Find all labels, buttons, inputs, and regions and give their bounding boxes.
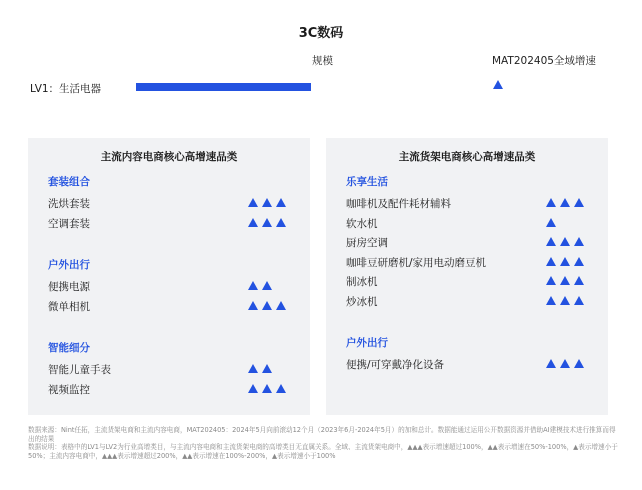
category-row <box>346 216 588 234</box>
growth-indicator <box>248 198 286 207</box>
category-label: 制冰机 <box>346 276 378 288</box>
lv1-category-label: LV1：生活电器 <box>30 83 102 95</box>
column-header-mat-growth: MAT202405全域增速 <box>492 55 596 67</box>
growth-indicator <box>546 359 584 368</box>
category-row <box>48 216 290 234</box>
growth-triangle-icon <box>262 364 272 373</box>
category-row <box>346 294 588 312</box>
growth-indicator <box>546 276 584 285</box>
category-label: 咖啡机及配件耗材辅料 <box>346 198 451 210</box>
growth-triangle-icon <box>574 257 584 266</box>
growth-triangle-icon <box>574 198 584 207</box>
growth-indicator <box>546 257 584 266</box>
category-row <box>48 279 290 297</box>
growth-triangle-icon <box>276 384 286 393</box>
growth-triangle-icon <box>574 276 584 285</box>
growth-triangle-icon <box>262 384 272 393</box>
group-title: 户外出行 <box>346 337 388 349</box>
category-label: 空调套装 <box>48 217 90 230</box>
group-title: 智能细分 <box>48 342 90 354</box>
growth-indicator <box>248 384 286 393</box>
growth-triangle-icon <box>262 301 272 310</box>
growth-triangle-icon <box>546 237 556 246</box>
growth-triangle-icon <box>262 218 272 227</box>
group-title: 户外出行 <box>48 259 90 271</box>
growth-triangle-icon <box>248 218 258 227</box>
growth-triangle-icon <box>546 296 556 305</box>
content-ecommerce-panel <box>28 138 310 415</box>
footnote-explanation: 数据说明：表格中的LV1与LV2为行业高增类目，与主流内容电商和主流货架电商的高增类目无直属关系。全域、主流货架电商中，▲▲▲表示增速超过100%，▲▲表示增速在50%-100%，▲表示增速小于50%；主流内容电商中，▲▲▲表示增速超过200%，▲▲表示增速在100%-200%，▲表示增速小于100% <box>28 443 618 460</box>
growth-indicator <box>248 218 286 227</box>
category-row <box>48 362 290 380</box>
category-row <box>346 274 588 292</box>
growth-triangle-icon <box>546 198 556 207</box>
growth-triangle-icon <box>546 276 556 285</box>
category-label: 便携/可穿戴净化设备 <box>346 359 445 371</box>
category-row <box>48 299 290 317</box>
category-label: 软水机 <box>346 217 378 230</box>
category-label: 微单相机 <box>48 300 90 313</box>
category-row <box>346 235 588 253</box>
growth-triangle-icon <box>574 296 584 305</box>
category-label: 便携电源 <box>48 281 90 293</box>
shelf-ecommerce-panel <box>326 138 608 415</box>
category-row <box>346 255 588 273</box>
growth-triangle-icon <box>493 80 503 89</box>
category-label: 咖啡豆研磨机/家用电动磨豆机 <box>346 256 487 269</box>
growth-triangle-icon <box>574 237 584 246</box>
category-label: 厨房空调 <box>346 237 388 249</box>
growth-indicator <box>546 237 584 246</box>
growth-triangle-icon <box>546 218 556 227</box>
column-header-scale: 规模 <box>312 55 333 67</box>
group-title: 套装组合 <box>48 176 90 188</box>
growth-indicator <box>546 218 556 227</box>
category-label: 炒冰机 <box>346 295 378 308</box>
lv1-growth-indicator <box>493 80 503 89</box>
growth-triangle-icon <box>262 281 272 290</box>
category-label: 视频监控 <box>48 383 90 396</box>
growth-triangle-icon <box>276 301 286 310</box>
growth-triangle-icon <box>248 301 258 310</box>
growth-triangle-icon <box>546 257 556 266</box>
growth-triangle-icon <box>248 281 258 290</box>
growth-indicator <box>546 198 584 207</box>
growth-indicator <box>248 301 286 310</box>
growth-triangle-icon <box>560 198 570 207</box>
growth-indicator <box>248 364 272 373</box>
page-title: 3C数码 <box>298 26 344 41</box>
growth-triangle-icon <box>262 198 272 207</box>
category-row <box>48 382 290 400</box>
category-row <box>346 196 588 214</box>
growth-triangle-icon <box>560 359 570 368</box>
growth-indicator <box>546 296 584 305</box>
growth-triangle-icon <box>276 198 286 207</box>
footnotes <box>28 426 618 460</box>
growth-triangle-icon <box>248 364 258 373</box>
growth-triangle-icon <box>560 257 570 266</box>
growth-triangle-icon <box>560 296 570 305</box>
footnote-source: 数据来源：Nint任拓，主流货架电商和主流内容电商，MAT202405：2024年5月向前滚动12个月（2023年6月-2024年5月）的加和总计。数据能通过运用公开数据资源并借助AI建模技术进行推算而得出的结果 <box>28 426 616 443</box>
growth-triangle-icon <box>574 359 584 368</box>
category-row <box>346 357 588 375</box>
growth-triangle-icon <box>546 359 556 368</box>
category-row <box>48 196 290 214</box>
growth-triangle-icon <box>276 218 286 227</box>
growth-triangle-icon <box>248 384 258 393</box>
lv1-scale-bar <box>136 83 311 91</box>
panel-title: 主流货架电商核心高增速品类 <box>398 151 536 163</box>
growth-triangle-icon <box>560 237 570 246</box>
growth-triangle-icon <box>560 276 570 285</box>
category-label: 智能儿童手表 <box>48 364 111 376</box>
panel-title: 主流内容电商核心高增速品类 <box>100 151 238 163</box>
category-label: 洗烘套装 <box>48 198 90 210</box>
growth-triangle-icon <box>248 198 258 207</box>
growth-indicator <box>248 281 272 290</box>
group-title: 乐享生活 <box>346 176 388 188</box>
